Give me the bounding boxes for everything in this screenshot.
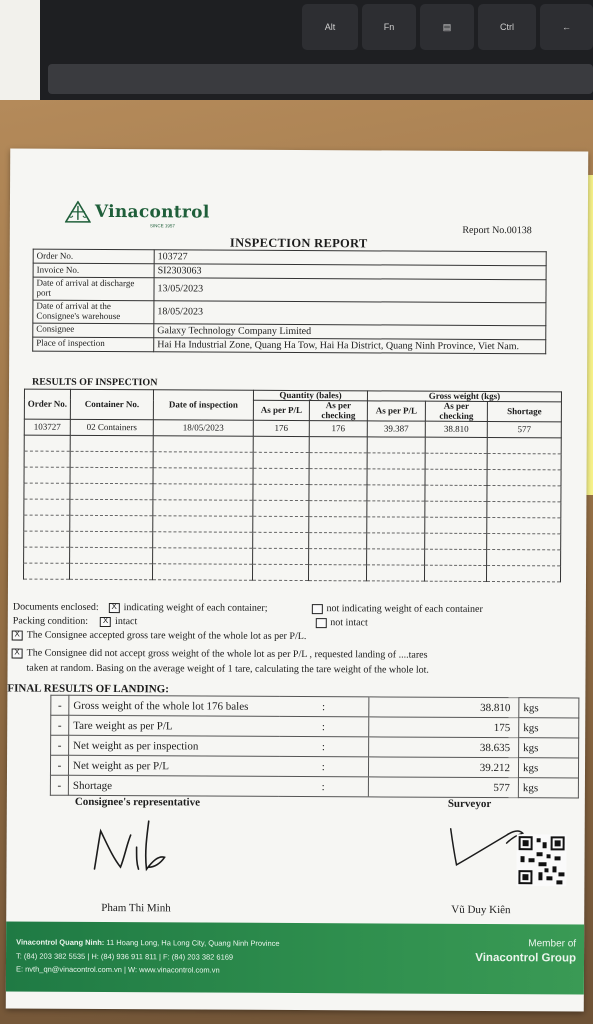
key-menu: ▤ [420,4,474,50]
row-value: 39.212 [368,757,518,778]
consignee-representative-label: Consignee's representative [74,795,201,809]
report-number: Report No.00138 [462,224,532,237]
documents-label: Documents enclosed: [12,601,99,613]
row-dash: - [51,715,69,735]
info-label: Consignee [33,323,154,338]
accepted-checkbox: X [12,630,23,640]
row-name: Net weight as per inspection [69,735,279,756]
cell-gw-as-per-pl: 39.387 [367,421,425,437]
vinacontrol-logo [65,201,210,224]
table-row [50,775,578,798]
col-group-quantity: Quantity (bales) [253,390,367,401]
results-section-title: RESULTS OF INSPECTION [32,376,158,389]
table-row [51,695,579,718]
consignee-name: Pham Thi Minh [101,901,171,915]
footer-band [6,921,584,994]
not-accept-line [8,647,428,660]
row-colon: : [279,716,369,736]
col-gw-as-per-pl: As per P/L [367,401,425,421]
info-label: Date of arrival at the Consignee's warehouse [33,300,154,323]
cell-date-of-inspection: 18/05/2023 [153,420,253,437]
footer-group-name: Vinacontrol Group [475,951,577,965]
footer-address: 11 Hoang Long, Ha Long City, Quang Ninh Province [106,938,280,948]
table-row [51,735,579,758]
consignee-signature [86,817,196,878]
key-ctrl: Ctrl [478,4,536,50]
row-unit: kgs [519,738,579,758]
inspection-report-sheet [6,148,588,1011]
row-unit: kgs [519,698,579,718]
footer-member-of: Member of [528,938,577,950]
packing-not-intact-text: not intact [330,617,368,629]
col-shortage: Shortage [487,402,561,422]
key-fn: Fn [362,4,416,50]
col-order-no: Order No. [24,389,70,420]
row-colon: : [278,776,368,796]
surveyor-signature [446,823,526,873]
row-name: Gross weight of the whole lot 176 bales [69,695,279,716]
row-colon: : [279,736,369,756]
info-value: 18/05/2023 [154,301,546,326]
qr-code-icon [516,834,566,886]
not-accept-text-2: taken at random. Basing on the average weight of 1 tare, calculating the tare weight of the whole lot. [26,662,429,676]
info-row [33,277,546,302]
order-info-table [32,249,547,354]
row-name: Net weight as per P/L [68,755,278,776]
row-unit: kgs [519,718,579,738]
col-group-gross-weight: Gross weight (kgs) [367,391,561,402]
cell-shortage: 577 [487,422,561,438]
footer-web: E: nvth_qn@vinacontrol.com.vn | W: www.vinacontrol.com.vn [15,964,220,975]
scales-logo-icon [65,201,91,223]
documents-unchecked-checkbox [311,604,322,614]
info-value: SI2303063 [154,264,546,280]
key-alt: Alt [302,4,358,50]
results-table [23,389,562,583]
info-label: Invoice No. [33,263,154,278]
accepted-line [8,629,307,642]
info-label: Order No. [33,249,154,264]
cell-qty-as-per-pl: 176 [253,421,309,437]
table-row [51,715,579,738]
row-unit: kgs [518,778,578,798]
row-dash: - [51,735,69,755]
row-dash: - [51,695,69,715]
col-date-of-inspection: Date of inspection [153,390,253,421]
packing-intact-checkbox: X [100,616,111,626]
info-row [33,337,546,354]
row-dash: - [50,775,68,795]
final-results-table [50,695,580,799]
documents-checked-checkbox: X [109,603,120,613]
not-accept-text: The Consignee did not accept gross weight of the whole lot as per P/L , requested landing of ....tares [26,647,428,661]
footer-phones: T: (84) 203 382 5535 | H: (84) 936 911 811 | F: (84) 203 382 6169 [16,951,234,962]
row-value: 175 [369,717,519,738]
col-gw-as-per-checking: As per checking [425,402,487,422]
footer-address-line [16,938,280,948]
row-unit: kgs [518,758,578,778]
row-colon: : [278,756,368,776]
row-value: 38.810 [369,697,519,718]
cell-order-no: 103727 [24,419,70,435]
info-value: Hai Ha Industrial Zone, Quang Ha Tow, Hai Ha District, Quang Ninh Province, Viet Nam. [154,337,546,353]
final-results-title: FINAL RESULTS OF LANDING: [7,682,169,696]
logo-since: SINCE 1957 [149,223,175,229]
packing-label: Packing condition: [12,615,89,627]
row-colon: : [279,696,369,716]
info-label: Place of inspection [33,337,154,352]
not-accept-line-2 [27,663,429,676]
keyboard-bottom-row [48,64,593,94]
key-arrow-left: ← [540,4,593,50]
row-dash: - [50,755,68,775]
footer-office-name: Vinacontrol Quang Ninh: [16,937,105,947]
info-label: Date of arrival at discharge port [33,277,154,300]
logo-text: Vinacontrol [94,201,210,223]
col-qty-as-per-checking: As per checking [309,401,367,421]
documents-checked-text: indicating weight of each container; [123,602,268,614]
info-value: Galaxy Technology Company Limited [154,323,546,339]
report-title: INSPECTION REPORT [229,235,368,251]
documents-unchecked-text: not indicating weight of each container [326,603,483,615]
col-qty-as-per-pl: As per P/L [253,401,309,421]
row-value: 38.635 [369,737,519,758]
info-value: 13/05/2023 [154,278,546,303]
documents-enclosed-line [13,602,483,615]
surveyor-label: Surveyor [447,797,492,811]
accepted-text: The Consignee accepted gross tare weight of the whole lot as per P/L. [26,629,307,643]
packing-not-intact-checkbox [315,618,326,628]
info-row [33,300,546,325]
col-container-no: Container No. [70,389,153,420]
packing-condition-line [13,616,368,629]
table-row [50,755,578,778]
empty-row [23,563,560,582]
packing-intact-text: intact [115,616,138,628]
keyboard [40,0,593,100]
cell-gw-as-per-checking: 38.810 [425,421,487,437]
row-name: Shortage [68,775,278,796]
surveyor-name: Vũ Duy Kiên [451,903,511,917]
not-accept-checkbox: X [12,648,23,658]
row-name: Tare weight as per P/L [69,715,279,736]
row-value: 577 [368,777,518,798]
cell-container-no: 02 Containers [70,420,153,436]
cell-qty-as-per-checking: 176 [309,421,367,437]
info-value: 103727 [154,250,546,266]
